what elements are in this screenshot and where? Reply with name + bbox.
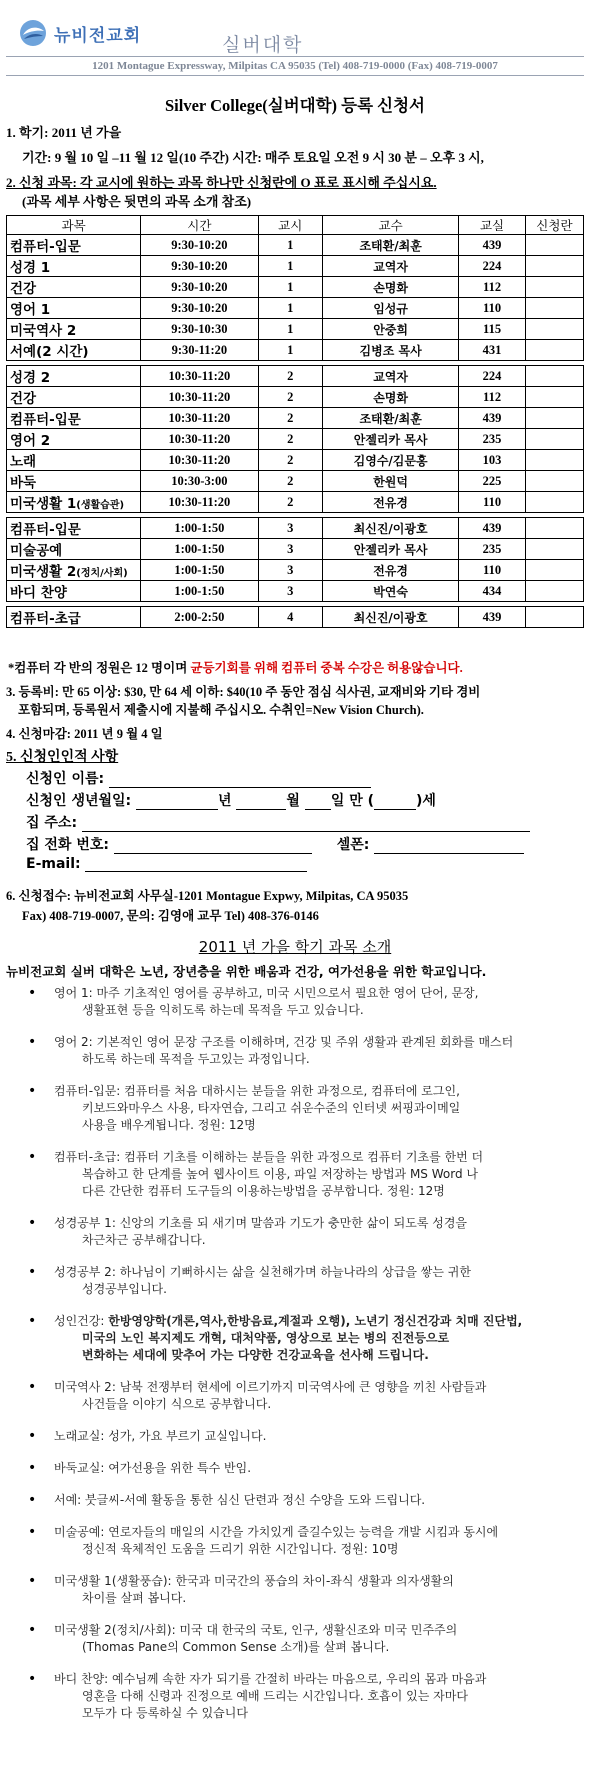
description-text: 붓글씨-서예 활동을 통한 심신 단련과 정신 수양을 도와 드립니다.	[85, 1493, 426, 1507]
signup-cell[interactable]	[525, 539, 583, 560]
course-description-item	[0, 1460, 590, 1477]
room-cell: 225	[459, 471, 526, 492]
course-cell	[7, 429, 141, 450]
description-text-cont: 정신적 육체적인 도움을 드리기 위한 시간입니다. 정원: 10명	[82, 1542, 399, 1556]
course-cell	[7, 366, 141, 387]
professor-cell: 손명화	[322, 387, 458, 408]
signup-cell[interactable]	[525, 429, 583, 450]
period-cell: 1	[258, 298, 322, 319]
description-text: 남북 전쟁부터 현세에 이르기까지 미국역사에 큰 영향을 끼친 사람들과	[119, 1380, 487, 1394]
room-cell: 224	[459, 256, 526, 277]
course-cell	[7, 387, 141, 408]
professor-cell: 최신진/이광호	[322, 607, 458, 628]
course-cell	[7, 408, 141, 429]
time-cell: 9:30-10:20	[141, 235, 258, 256]
period-cell: 3	[258, 581, 322, 602]
course-name: 미국역사 2	[10, 323, 77, 339]
table-row	[7, 366, 584, 387]
course-name: 미국생활 2	[10, 564, 77, 580]
description-text-cont: 성경공부입니다.	[82, 1282, 167, 1296]
course-name: 성경 2	[10, 370, 51, 386]
course-name: 노래	[10, 454, 37, 470]
period-cell: 1	[258, 340, 322, 361]
description-text: 예수님께 속한 자가 되기를 간절히 바라는 마음으로, 우리의 몸과 마음과	[112, 1672, 487, 1686]
signup-cell[interactable]	[525, 277, 583, 298]
description-text-cont: 키보드와마우스 사용, 타자연습, 그리고 쉬운수준의 인터넷 써핑과이메일	[82, 1101, 461, 1115]
room-cell: 439	[459, 518, 526, 539]
room-cell: 431	[459, 340, 526, 361]
course-name: 성경 1	[10, 260, 51, 276]
header-signup: 신청란	[525, 216, 583, 235]
period-cell: 2	[258, 429, 322, 450]
table-header-row	[7, 216, 584, 235]
time-cell: 10:30-11:20	[141, 450, 258, 471]
computer-capacity-note	[8, 658, 463, 676]
time-cell: 9:30-11:20	[141, 340, 258, 361]
room-cell: 110	[459, 560, 526, 581]
header-divider-bottom	[6, 75, 584, 76]
description-label: 미국생활 2(정치/사회):	[54, 1623, 180, 1637]
course-name: 바디 찬양	[10, 585, 67, 601]
period-cell: 2	[258, 471, 322, 492]
course-description-item	[0, 1379, 590, 1413]
applicant-section-title	[6, 746, 118, 766]
submission-line-2: Fax) 408-719-0007, 문의: 김영애 교무 Tel) 408-376-0146	[22, 909, 319, 923]
course-name: 컴퓨터-초급	[10, 611, 81, 627]
room-cell: 434	[459, 581, 526, 602]
course-name: 미국생활 1	[10, 496, 77, 512]
fee-line-2: 포함되며, 등록원서 제출시에 지불해 주십시오. 수취인=New Vision Church).	[18, 703, 424, 717]
table-row	[7, 256, 584, 277]
course-cell	[7, 607, 141, 628]
submission-line-1: 6. 신청접수: 뉴비전교회 사무실-1201 Montague Expwy, Milpitas, CA 95035	[6, 889, 409, 903]
room-cell: 110	[459, 298, 526, 319]
signup-cell[interactable]	[525, 298, 583, 319]
table-row	[7, 277, 584, 298]
birth-day-unit: 일	[330, 793, 345, 809]
table-row	[7, 340, 584, 361]
table-row	[7, 429, 584, 450]
header-room: 교실	[459, 216, 526, 235]
period-line: 기간: 9 월 10 일 –11 월 12 일(10 주간) 시간: 매주 토요일 오전 9 시 30 분 – 오후 3 시,	[22, 150, 484, 165]
description-label: 컴퓨터-입문:	[54, 1084, 125, 1098]
signup-cell[interactable]	[525, 607, 583, 628]
description-label: 서예:	[54, 1493, 86, 1507]
course-description-item	[0, 985, 590, 1019]
time-cell: 10:30-11:20	[141, 492, 258, 513]
description-text-cont: 변화하는 세대에 맞추어 가는 다양한 건강교육을 선사해 드립니다.	[82, 1348, 429, 1362]
room-cell: 110	[459, 492, 526, 513]
church-logo	[18, 18, 141, 48]
header-address: 1201 Montague Expressway, Milpitas CA 95035 (Tel) 408-719-0000 (Fax) 408-719-0007	[92, 60, 498, 72]
note-warning: 균등기회를 위해 컴퓨터 중복 수강은 허용않습니다.	[190, 661, 463, 675]
description-text-cont: 다른 간단한 컴퓨터 도구들의 이용하는방법을 공부합니다. 정원: 12명	[82, 1184, 445, 1198]
course-cell	[7, 298, 141, 319]
description-label: 미국역사 2:	[54, 1380, 120, 1394]
table-row	[7, 518, 584, 539]
table-row	[7, 560, 584, 581]
room-cell: 112	[459, 277, 526, 298]
course-name: 미술공예	[10, 543, 63, 559]
professor-cell: 박연숙	[322, 581, 458, 602]
room-cell: 439	[459, 235, 526, 256]
course-description-item	[0, 1671, 590, 1722]
signup-cell[interactable]	[525, 408, 583, 429]
course-description-item	[0, 1573, 590, 1607]
description-text: 여가선용을 위한 특수 반임.	[108, 1461, 252, 1475]
course-intro-title: 2011 년 가을 학기 과목 소개	[198, 938, 392, 956]
period-cell: 2	[258, 387, 322, 408]
course-description-list	[0, 985, 590, 1737]
table-row	[7, 387, 584, 408]
course-description-item	[0, 1149, 590, 1200]
course-instruction-text: 2. 신청 과목: 각 교시에 원하는 과목 하나만 신청란에 O 표로 표시해 주십시요.	[6, 175, 437, 190]
signup-cell[interactable]	[525, 256, 583, 277]
signup-cell[interactable]	[525, 387, 583, 408]
course-cell	[7, 319, 141, 340]
description-label: 바디 찬양:	[54, 1672, 113, 1686]
table-row	[7, 607, 584, 628]
time-cell: 1:00-1:50	[141, 581, 258, 602]
description-text-cont: 복습하고 한 단계를 높여 웹사이트 이용, 파일 저장하는 방법과 MS Word 나	[82, 1167, 478, 1181]
course-cell	[7, 539, 141, 560]
church-logo-icon	[18, 18, 48, 48]
course-intro-lead: 뉴비전교회 실버 대학은 노년, 장년층을 위한 배움과 건강, 여가선용을 위한 학교입니다.	[6, 964, 487, 979]
home-phone-input[interactable]	[114, 839, 312, 854]
cell-label: 셀폰:	[336, 837, 370, 853]
course-description-item	[0, 1313, 590, 1364]
period-cell: 1	[258, 256, 322, 277]
course-subtitle: (정치/사회)	[76, 568, 128, 579]
description-text-cont: 하도록 하는데 목적을 두고있는 과정입니다.	[82, 1052, 310, 1066]
header-professor: 교수	[322, 216, 458, 235]
semester-line: 1. 학기: 2011 년 가을	[6, 125, 122, 140]
course-cell	[7, 277, 141, 298]
birth-month-input[interactable]	[236, 795, 286, 810]
course-cell	[7, 471, 141, 492]
time-cell: 9:30-10:20	[141, 277, 258, 298]
note-text: *컴퓨터 각 반의 정원은 12 명이며	[8, 661, 191, 675]
logo-text: 뉴비전교회	[54, 25, 142, 46]
professor-cell: 한원덕	[322, 471, 458, 492]
birth-year-input[interactable]	[136, 795, 218, 810]
period-cell: 3	[258, 539, 322, 560]
signup-cell[interactable]	[525, 492, 583, 513]
time-cell: 1:00-1:50	[141, 518, 258, 539]
signup-cell[interactable]	[525, 366, 583, 387]
table-row	[7, 408, 584, 429]
professor-cell: 최신진/이광호	[322, 518, 458, 539]
course-name: 건강	[10, 281, 37, 297]
description-text-cont: 사건들을 이야기 식으로 공부합니다.	[82, 1397, 272, 1411]
description-label: 성경공부 2:	[54, 1265, 120, 1279]
signup-cell[interactable]	[525, 450, 583, 471]
professor-cell: 김영수/김문홍	[322, 450, 458, 471]
description-text: 연로자들의 매일의 시간을 가치있게 즐길수있는 능력을 개발 시킴과 동시에	[108, 1525, 499, 1539]
description-text: 컴퓨터 기초를 이해하는 분들을 위한 과정으로 컴퓨터 기초를 한번 더	[124, 1150, 484, 1164]
course-cell	[7, 340, 141, 361]
age-prefix: 만 (	[349, 793, 375, 809]
signup-cell[interactable]	[525, 560, 583, 581]
period-cell: 2	[258, 492, 322, 513]
time-cell: 9:30-10:30	[141, 319, 258, 340]
description-text: 신앙의 기초를 되 새기며 말씀과 기도가 충만한 삶이 되도록 성경을	[119, 1216, 468, 1230]
header-period: 교시	[258, 216, 322, 235]
name-input[interactable]	[109, 773, 371, 788]
table-row	[7, 471, 584, 492]
description-text-cont: 사용을 배우게됩니다. 정원: 12명	[82, 1118, 256, 1132]
name-field-row	[26, 768, 371, 788]
description-text-cont: (Thomas Pane의 Common Sense 소개)를 살펴 봅니다.	[82, 1640, 390, 1654]
course-name: 영어 1	[10, 302, 51, 318]
birth-month-unit: 월	[286, 793, 300, 809]
period-cell: 3	[258, 518, 322, 539]
course-description-item	[0, 1622, 590, 1656]
period-cell: 3	[258, 560, 322, 581]
course-name: 건강	[10, 391, 37, 407]
table-row	[7, 235, 584, 256]
description-text-cont: 영혼을 다해 신령과 진정으로 예배 드리는 시간입니다. 호흡이 있는 자마다	[82, 1689, 468, 1703]
course-name: 컴퓨터-입문	[10, 239, 81, 255]
course-description-item	[0, 1034, 590, 1068]
professor-cell: 김병조 목사	[322, 340, 458, 361]
address-field-row	[26, 812, 530, 832]
description-text: 컴퓨터를 처음 대하시는 분들을 위한 과정으로, 컴퓨터에 로그인,	[124, 1084, 460, 1098]
description-text: 기본적인 영어 문장 구조를 이해하며, 건강 및 주위 생활과 관계된 회화를 매스터	[96, 1035, 514, 1049]
course-name: 영어 2	[10, 433, 51, 449]
course-description-item	[0, 1215, 590, 1249]
room-cell: 224	[459, 366, 526, 387]
table-row	[7, 450, 584, 471]
birth-label: 신청인 생년월일:	[26, 793, 132, 809]
table-row	[7, 581, 584, 602]
time-cell: 10:30-11:20	[141, 366, 258, 387]
course-description-item	[0, 1264, 590, 1298]
table-row	[7, 539, 584, 560]
time-cell: 9:30-10:20	[141, 256, 258, 277]
form-title: Silver College(실버대학) 등록 신청서	[165, 96, 425, 115]
course-description-item	[0, 1492, 590, 1509]
professor-cell: 안젤리카 목사	[322, 429, 458, 450]
signup-cell[interactable]	[525, 340, 583, 361]
professor-cell: 전유경	[322, 492, 458, 513]
period-cell: 2	[258, 408, 322, 429]
home-phone-label: 집 전화 번호:	[26, 837, 109, 853]
professor-cell: 교역자	[322, 366, 458, 387]
course-name: 컴퓨터-입문	[10, 522, 81, 538]
course-name: 바둑	[10, 475, 37, 491]
professor-cell: 조태환/최훈	[322, 235, 458, 256]
room-cell: 112	[459, 387, 526, 408]
course-cell	[7, 235, 141, 256]
age-suffix: )세	[416, 793, 436, 809]
room-cell: 115	[459, 319, 526, 340]
time-cell: 10:30-11:20	[141, 408, 258, 429]
course-cell	[7, 560, 141, 581]
course-cell	[7, 518, 141, 539]
header-divider	[6, 56, 584, 57]
name-label: 신청인 이름:	[26, 771, 105, 787]
time-cell: 10:30-11:20	[141, 429, 258, 450]
time-cell: 2:00-2:50	[141, 607, 258, 628]
description-label: 바둑교실:	[54, 1461, 109, 1475]
room-cell: 235	[459, 539, 526, 560]
table-row	[7, 492, 584, 513]
email-input[interactable]	[85, 857, 307, 872]
signup-cell[interactable]	[525, 235, 583, 256]
description-label: 성경공부 1:	[54, 1216, 120, 1230]
header-course: 과목	[7, 216, 141, 235]
age-input[interactable]	[374, 795, 416, 810]
description-label: 영어 1:	[54, 986, 97, 1000]
signup-cell[interactable]	[525, 319, 583, 340]
course-cell	[7, 492, 141, 513]
course-description-item	[0, 1083, 590, 1134]
professor-cell: 안젤리카 목사	[322, 539, 458, 560]
description-text-cont: 차이를 살펴 봅니다.	[82, 1591, 187, 1605]
period-cell: 2	[258, 366, 322, 387]
room-cell: 439	[459, 607, 526, 628]
professor-cell: 조태환/최훈	[322, 408, 458, 429]
description-text: 한국과 미국간의 풍습의 차이-좌식 생활과 의자생활의	[175, 1574, 454, 1588]
address-input[interactable]	[82, 817, 530, 832]
email-field-row	[26, 856, 307, 872]
address-label: 집 주소:	[26, 815, 78, 831]
course-cell	[7, 450, 141, 471]
professor-cell: 손명화	[322, 277, 458, 298]
description-label: 노래교실:	[54, 1429, 109, 1443]
birth-field-row	[26, 790, 436, 810]
professor-cell: 교역자	[322, 256, 458, 277]
period-cell: 4	[258, 607, 322, 628]
period-cell: 1	[258, 235, 322, 256]
school-name: 실버대학	[222, 34, 304, 56]
course-instruction	[6, 172, 437, 191]
room-cell: 439	[459, 408, 526, 429]
description-text-cont: 미국의 노인 복지제도 개혁, 대처약품, 영상으로 보는 병의 진전등으로	[82, 1331, 450, 1345]
course-name: 서예(2 시간)	[10, 344, 89, 360]
description-text-cont: 생활표현 등을 익히도록 하는데 목적을 두고 있습니다.	[82, 1003, 364, 1017]
description-label: 미술공예:	[54, 1525, 109, 1539]
course-name: 컴퓨터-입문	[10, 412, 81, 428]
fee-line-1: 3. 등록비: 만 65 이상: $30, 만 64 세 이하: $40(10 주 동안 점심 식사권, 교재비와 기타 경비	[6, 685, 481, 699]
room-cell: 235	[459, 429, 526, 450]
email-label: E-mail:	[26, 856, 81, 872]
course-description-item	[0, 1428, 590, 1445]
course-reference-note: (과목 세부 사항은 뒷면의 과목 소개 참조)	[22, 194, 252, 209]
period-cell: 1	[258, 319, 322, 340]
time-cell: 1:00-1:50	[141, 539, 258, 560]
birth-day-input[interactable]	[305, 795, 331, 810]
header-time: 시간	[141, 216, 258, 235]
course-subtitle: (생활습관)	[76, 500, 125, 511]
period-cell: 1	[258, 277, 322, 298]
description-text-cont: 차근차근 공부해갑니다.	[82, 1233, 206, 1247]
description-text-cont: 모두가 다 등록하실 수 있습니다	[82, 1706, 248, 1720]
course-cell	[7, 581, 141, 602]
description-label: 영어 2:	[54, 1035, 97, 1049]
time-cell: 1:00-1:50	[141, 560, 258, 581]
time-cell: 10:30-11:20	[141, 387, 258, 408]
deadline-line: 4. 신청마감: 2011 년 9 월 4 일	[6, 727, 163, 741]
description-label: 컴퓨터-초급:	[54, 1150, 125, 1164]
birth-year-unit: 년	[218, 793, 232, 809]
course-table	[6, 215, 584, 628]
signup-cell[interactable]	[525, 471, 583, 492]
professor-cell: 임성규	[322, 298, 458, 319]
applicant-section-title-text: 5. 신청인인적 사항	[6, 750, 119, 765]
description-label: 성인건강:	[54, 1314, 109, 1328]
description-text: 한방영양학(개론,역사,한방음료,계절과 오행), 노년기 정신건강과 치매 진단법,	[108, 1314, 523, 1328]
period-cell: 2	[258, 450, 322, 471]
time-cell: 9:30-10:20	[141, 298, 258, 319]
course-description-item	[0, 1524, 590, 1558]
professor-cell: 전유경	[322, 560, 458, 581]
description-label: 미국생활 1(생활풍습):	[54, 1574, 176, 1588]
time-cell: 10:30-3:00	[141, 471, 258, 492]
table-row	[7, 298, 584, 319]
cell-input[interactable]	[374, 839, 524, 854]
room-cell: 103	[459, 450, 526, 471]
description-text: 성가, 가요 부르기 교실입니다.	[108, 1429, 267, 1443]
professor-cell: 안중희	[322, 319, 458, 340]
table-row	[7, 319, 584, 340]
description-text: 하나님이 기뻐하시는 삶을 실천해가며 하늘나라의 상급을 쌓는 귀한	[119, 1265, 471, 1279]
course-cell	[7, 256, 141, 277]
phone-field-row	[26, 834, 524, 854]
description-text: 미국 대 한국의 국토, 인구, 생활신조와 미국 민주주의	[179, 1623, 458, 1637]
signup-cell[interactable]	[525, 518, 583, 539]
signup-cell[interactable]	[525, 581, 583, 602]
description-text: 마주 기초적인 영어를 공부하고, 미국 시민으로서 필요한 영어 단어, 문장,	[96, 986, 479, 1000]
